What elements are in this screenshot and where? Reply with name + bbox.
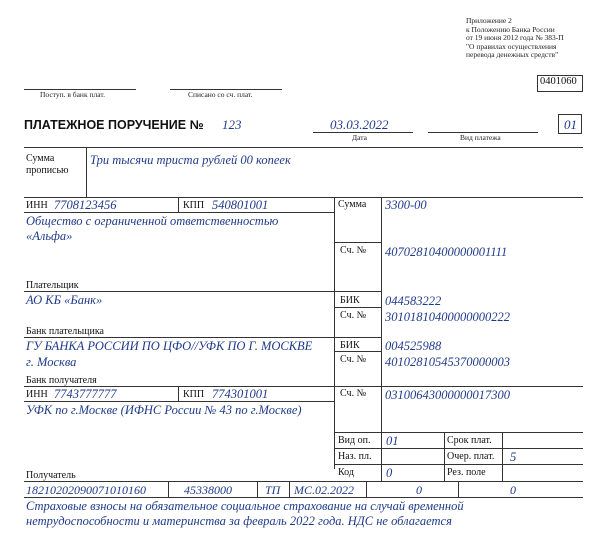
tax-doc-number: 0 [416, 483, 422, 497]
payee-bank-label: Банк получателя [26, 375, 97, 386]
grid-vline-inn-kpp [178, 197, 179, 212]
grid-vline-tax-4 [366, 481, 367, 497]
payee-bank-corr: 40102810545370000003 [385, 355, 510, 369]
tax-doc-date: 0 [510, 483, 516, 497]
payee-bank-name-line-2: г. Москва [26, 355, 77, 369]
purpose-code-label: Наз. пл. [338, 451, 372, 462]
payer-bank-corr: 30101810400000000222 [385, 310, 510, 324]
payer-account-label: Сч. № [340, 245, 367, 256]
grid-vline-op-2 [444, 432, 445, 481]
payee-kpp-label: КПП [183, 389, 205, 400]
grid-vline-tax-1 [168, 481, 169, 497]
payee-bank-bik: 004525988 [385, 339, 442, 353]
amount-value: 3300-00 [385, 198, 427, 212]
payee-inn: 7743777777 [54, 387, 117, 401]
grid-vline-tax-3 [289, 481, 290, 497]
payment-term-label: Срок плат. [447, 435, 492, 446]
grid-vline-kpp-sum [334, 197, 335, 469]
payee-inn-label: ИНН [26, 389, 48, 400]
payer-name-line-1: Общество с ограниченной ответственностью [26, 214, 279, 228]
grid-vline-tax-5 [458, 481, 459, 497]
tax-oktmo: 45338000 [184, 483, 232, 497]
grid-line-op-top [334, 432, 583, 433]
payer-inn: 7708123456 [54, 198, 117, 212]
grid-vline-labels-values [381, 197, 382, 432]
appendix-line-3: от 19 июня 2012 года № 383-П [466, 33, 564, 42]
document-title: ПЛАТЕЖНОЕ ПОРУЧЕНИЕ № [24, 118, 204, 132]
reserve-field-label: Рез. поле [447, 467, 486, 478]
op-type: 01 [386, 434, 399, 448]
payment-order-label: Очер. плат. [447, 451, 495, 462]
grid-line-op-row3 [334, 464, 583, 465]
appendix-line-2: к Положению Банка России [466, 24, 555, 34]
amount-words-divider [86, 147, 87, 197]
grid-line-op-row2 [334, 448, 583, 449]
purpose-line-1: Страховые взносы на обязательное социальное страхование на случай временной [26, 499, 464, 513]
grid-vline-op-1 [381, 432, 382, 481]
amount-words-label-1: Сумма [26, 153, 55, 164]
amount-words-top-line [24, 147, 583, 148]
grid-line-payer-bank-bottom [24, 337, 381, 338]
tax-basis: ТП [265, 483, 281, 497]
appendix-note [466, 17, 564, 60]
grid-vline-tax-2 [257, 481, 258, 497]
grid-line-bik1-bottom [334, 307, 381, 308]
grid-line-sum-bottom [334, 242, 381, 243]
payment-order: 5 [510, 450, 517, 464]
payer-account: 40702810400000001111 [385, 245, 508, 259]
payer-bank-label: Банк плательщика [26, 326, 104, 337]
payee-name: УФК по г.Москве (ИФНС России № 43 по г.Москве) [26, 403, 302, 417]
tax-period: МС.02.2022 [294, 483, 354, 497]
payee-label: Получатель [26, 470, 76, 481]
payer-bank-bik: 044583222 [385, 294, 442, 308]
amount-label: Сумма [338, 199, 367, 210]
payee-account: 03100643000000017300 [385, 388, 510, 402]
payer-bank-name: АО КБ «Банк» [26, 293, 103, 307]
appendix-line-4: "О правилах осуществления [466, 41, 557, 51]
payer-kpp: 540801001 [212, 198, 269, 212]
grid-line-payer-bottom [24, 291, 381, 292]
payee-kpp: 774301001 [212, 387, 269, 401]
tax-kbk: 18210202090071010160 [26, 483, 146, 497]
grid-line-tax-top [24, 481, 583, 482]
payer-kpp-label: КПП [183, 200, 205, 211]
status-code: 01 [564, 117, 577, 132]
payer-bank-corr-label: Сч. № [340, 310, 367, 321]
amount-words-value: Три тысячи триста рублей 00 копеек [90, 153, 291, 167]
op-type-label: Вид оп. [338, 435, 371, 446]
payee-bank-bik-label: БИК [340, 340, 360, 351]
received-label: Поступ. в банк плат. [40, 90, 105, 99]
form-code: 0401060 [540, 76, 577, 87]
code-label: Код [338, 467, 354, 478]
payer-label: Плательщик [26, 280, 79, 291]
payee-bank-corr-label: Сч. № [340, 354, 367, 365]
purpose-line-2: нетрудоспособности и материнства за февраль 2022 года. НДС не облагается [26, 514, 452, 528]
payee-account-label: Сч. № [340, 388, 367, 399]
payer-bank-bik-label: БИК [340, 295, 360, 306]
grid-line-bik2-bottom [334, 351, 381, 352]
date-label: Дата [352, 133, 367, 142]
document-date: 03.03.2022 [330, 117, 389, 132]
code-value: 0 [386, 466, 393, 480]
amount-words-label-2: прописью [26, 165, 69, 176]
payee-bank-name-line-1: ГУ БАНКА РОССИИ ПО ЦФО//УФК ПО Г. МОСКВЕ [26, 339, 313, 353]
grid-vline-op-3 [502, 432, 503, 481]
document-number: 123 [222, 117, 242, 132]
appendix-line-1: Приложение 2 [466, 16, 512, 25]
debited-label: Списано со сч. плат. [188, 90, 253, 99]
payer-name-line-2: «Альфа» [26, 229, 73, 243]
payer-inn-label: ИНН [26, 200, 48, 211]
payment-type-label: Вид платежа [460, 133, 501, 142]
appendix-line-5: перевода денежных средств" [466, 50, 559, 59]
grid-vline-payee-inn-kpp [178, 386, 179, 401]
